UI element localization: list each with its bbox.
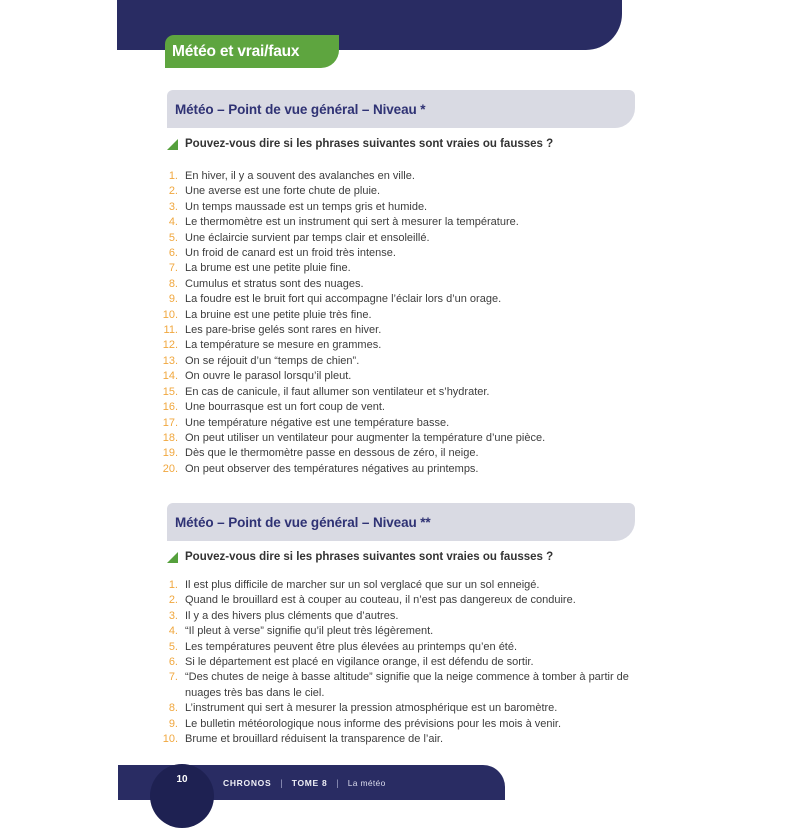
statement-number: 3.: [168, 609, 178, 622]
statement-text: Brume et brouillard réduisent la transparence de l’air.: [185, 733, 444, 746]
statement-text: La température se mesure en grammes.: [185, 339, 382, 352]
statement-number: 9.: [168, 717, 178, 730]
statement-text: En cas de canicule, il faut allumer son ventilateur et s’hydrater.: [185, 385, 490, 398]
section-2-prompt: [167, 551, 553, 563]
statement-number: 5.: [168, 640, 178, 653]
chapter-banner-title: Météo et vrai/faux: [172, 42, 300, 60]
statement-number: 7.: [168, 671, 178, 684]
statement-text: Quand le brouillard est à couper au couteau, il n’est pas dangereux de conduire.: [185, 594, 576, 607]
statement-text: Il y a des hivers plus cléments que d’autres.: [185, 609, 399, 622]
statement-item: [160, 400, 660, 415]
statement-text: On se réjouit d’un “temps de chien”.: [185, 354, 360, 367]
footer-chapter: La météo: [347, 777, 386, 788]
statement-text: L’instrument qui sert à mesurer la pression atmosphérique est un baromètre.: [185, 702, 558, 715]
statement-item: [160, 431, 660, 446]
footer-bar: [118, 765, 505, 800]
statement-text: Une bourrasque est un fort coup de vent.: [185, 401, 385, 414]
footer-tome: TOME 8: [291, 777, 328, 788]
statement-text: Cumulus et stratus sont des nuages.: [185, 277, 364, 290]
statement-text: Une température négative est une température basse.: [185, 416, 450, 429]
statement-text: “Des chutes de neige à basse altitude” signifie que la neige commence à tomber à partir de nuages très bas dans le ciel.: [185, 671, 629, 699]
statement-number: 1.: [168, 579, 178, 591]
statement-item: [160, 261, 660, 276]
section-2-statements-list: [160, 578, 660, 747]
statement-number: 3.: [168, 200, 178, 213]
statement-number: 11.: [163, 324, 178, 337]
statement-number: 19.: [162, 447, 178, 460]
statement-item: [160, 215, 660, 230]
statement-number: 7.: [168, 262, 178, 275]
statement-text: Le bulletin météorologique nous informe des prévisions pour les mois à venir.: [185, 717, 562, 730]
statement-text: Les pare-brise gelés sont rares en hiver.: [185, 324, 382, 337]
statement-item: [160, 701, 660, 716]
statement-text: Les températures peuvent être plus élevées au printemps qu’en été.: [185, 640, 518, 653]
statement-number: 8.: [168, 702, 178, 715]
statement-item: [160, 323, 660, 338]
page-number: 10: [176, 774, 188, 785]
statement-number: 9.: [168, 293, 178, 306]
footer-brand: CHRONOS: [223, 777, 272, 788]
statement-text: Si le département est placé en vigilance orange, il est défendu de sortir.: [185, 656, 534, 669]
statement-item: [160, 670, 660, 701]
section-2-title: Météo – Point de vue général – Niveau **: [175, 514, 431, 530]
statement-item: [160, 200, 660, 215]
section-1-prompt: [167, 138, 553, 150]
statement-number: 18.: [162, 431, 178, 444]
section-1-header: [167, 90, 635, 128]
statement-item: [160, 169, 660, 184]
statement-text: Le thermomètre est un instrument qui sert à mesurer la température.: [185, 216, 519, 229]
statement-text: Une éclaircie survient par temps clair et ensoleillé.: [185, 231, 430, 244]
statement-item: [160, 416, 660, 431]
statement-item: [160, 385, 660, 400]
statement-item: [160, 609, 660, 624]
statement-item: [160, 338, 660, 353]
statement-item: [160, 446, 660, 461]
statement-number: 17.: [162, 416, 178, 429]
statement-number: 5.: [168, 231, 178, 244]
statement-item: [160, 231, 660, 246]
statement-item: [160, 369, 660, 384]
statement-item: [160, 624, 660, 639]
statement-number: 13.: [162, 354, 178, 367]
statement-number: 6.: [168, 656, 178, 669]
triangle-marker-icon: [167, 552, 178, 563]
statement-number: 2.: [168, 185, 178, 198]
statement-number: 12.: [162, 339, 178, 352]
section-2-header: [167, 503, 635, 541]
statement-number: 10.: [162, 733, 178, 746]
section-1-title: Météo – Point de vue général – Niveau *: [175, 101, 426, 117]
statement-item: [160, 578, 660, 593]
statement-text: La bruine est une petite pluie très fine.: [185, 308, 372, 321]
statement-text: La brume est une petite pluie fine.: [185, 262, 351, 275]
statement-number: 10.: [162, 308, 178, 321]
statement-item: [160, 655, 660, 670]
triangle-marker-icon: [167, 139, 178, 150]
statement-text: “Il pleut à verse” signifie qu’il pleut très légèrement.: [185, 625, 434, 638]
statement-item: [160, 732, 660, 747]
statement-number: 16.: [162, 401, 178, 414]
statement-number: 4.: [168, 216, 178, 229]
statement-number: 20.: [162, 462, 178, 475]
statement-text: La foudre est le bruit fort qui accompagne l’éclair lors d’un orage.: [185, 293, 502, 306]
footer-meta: [223, 765, 386, 800]
statement-number: 4.: [168, 625, 178, 638]
statement-number: 14.: [162, 370, 178, 383]
statement-item: [160, 593, 660, 608]
statement-item: [160, 308, 660, 323]
statement-text: Un froid de canard est un froid très intense.: [185, 247, 396, 260]
statement-item: [160, 640, 660, 655]
chapter-banner: [165, 35, 339, 68]
statement-number: 2.: [168, 594, 178, 607]
page-number-badge: [150, 764, 214, 828]
statement-item: [160, 277, 660, 292]
statement-number: 15.: [162, 385, 178, 398]
statement-text: Une averse est une forte chute de pluie.: [185, 185, 381, 198]
statement-number: 1.: [168, 170, 178, 182]
statement-text: On peut utiliser un ventilateur pour augmenter la température d’une pièce.: [185, 431, 546, 444]
statement-item: [160, 184, 660, 199]
statement-text: Un temps maussade est un temps gris et humide.: [185, 200, 428, 213]
statement-item: [160, 354, 660, 369]
statement-number: 8.: [168, 277, 178, 290]
statement-item: [160, 717, 660, 732]
statement-text: On ouvre le parasol lorsqu’il pleut.: [185, 370, 352, 383]
footer-separator: |: [336, 777, 339, 788]
section-1-prompt-text: Pouvez-vous dire si les phrases suivantes sont vraies ou fausses ?: [185, 138, 554, 150]
statement-item: [160, 246, 660, 261]
footer-separator: |: [280, 777, 283, 788]
statement-text: Dès que le thermomètre passe en dessous de zéro, il neige.: [185, 447, 479, 460]
statement-number: 6.: [168, 247, 178, 260]
statement-text: On peut observer des températures négatives au printemps.: [185, 462, 479, 475]
statement-text: Il est plus difficile de marcher sur un sol verglacé que sur un sol enneigé.: [185, 579, 540, 591]
section-2-prompt-text: Pouvez-vous dire si les phrases suivantes sont vraies ou fausses ?: [185, 551, 554, 563]
statement-text: En hiver, il y a souvent des avalanches en ville.: [185, 170, 415, 182]
statement-item: [160, 292, 660, 307]
statement-item: [160, 462, 660, 477]
section-1-statements-list: [160, 169, 660, 477]
